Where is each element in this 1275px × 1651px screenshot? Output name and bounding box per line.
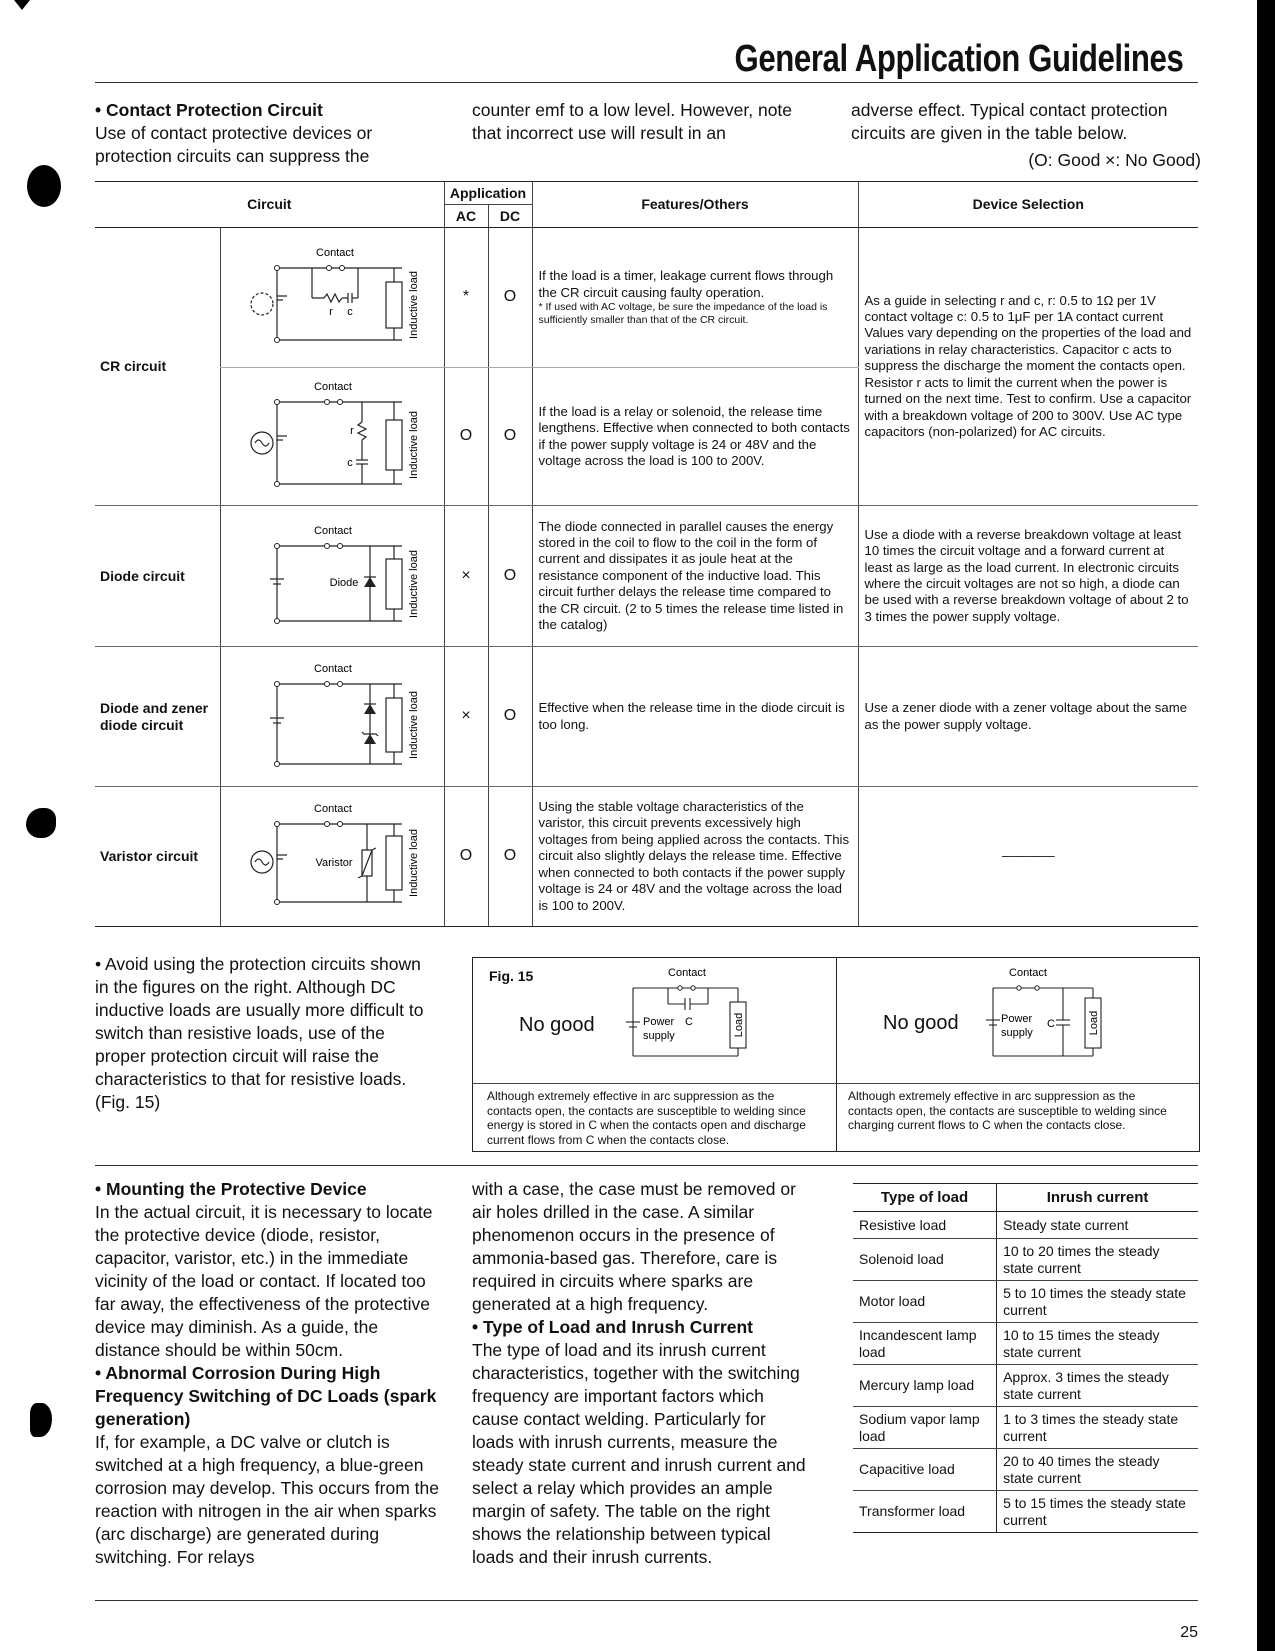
power-label: Power (1001, 1013, 1033, 1025)
r-label: r (329, 306, 333, 319)
circuit-name: Diode and zener diode circuit (95, 647, 220, 787)
selection-cell: Use a zener diode with a zener voltage about the same as the power supply voltage. (858, 647, 1198, 787)
contact-label: Contact (314, 662, 352, 675)
fig-right-diagram (973, 960, 1173, 1080)
circuit-name: Varistor circuit (95, 787, 220, 927)
circuit-diagram-svg (232, 230, 432, 360)
fig-left-caption: Although extremely effective in arc suppression as the contacts open, the contacts are susceptible to welding since energy is stored in C when the contacts open and discharge current flows from C when the contacts close. (487, 1089, 806, 1147)
fig-divider (836, 958, 837, 1151)
c-label: c (347, 306, 353, 319)
intro-col-1: • Contact Protection Circuit Use of contact protective devices or protection circuits can suppress the (95, 99, 440, 168)
table-row (853, 1449, 1198, 1491)
bottom-col-1: • Mounting the Protective Device In the actual circuit, it is necessary to locate the protective device (diode, resistor, capacitor, varistor, etc.) in the immediate vicinity of the load or contact. If located too far away, the effectiveness of the protective device may diminish. As a guide, the distance should be within 50cm. • Abnormal Corrosion During High Frequency Switching of DC Loads (spark generation) If, for example, a DC valve or clutch is switched at a high frequency, a blue-green corrosion may develop. This occurs from the reaction with nitrogen in the air when sparks (arc discharge) are generated during switching. For relays (95, 1179, 439, 1567)
supply-label: supply (643, 1030, 675, 1042)
c-label: C (685, 1016, 693, 1028)
load-type: Sodium vapor lamp load (853, 1407, 997, 1449)
intro-col-2 (472, 99, 812, 145)
contact-label: Contact (314, 802, 352, 815)
contact-label: Contact (314, 380, 352, 393)
fig-right-caption: Although extremely effective in arc suppression as the contacts open, the contacts are susceptible to welding since charging current flows to C when the contacts close. (848, 1089, 1167, 1132)
circuit-diagram-svg (232, 792, 432, 917)
inductive-load-label: Inductive load (408, 410, 420, 479)
table-row (853, 1365, 1198, 1407)
section-rule (95, 1165, 1198, 1166)
corrosion-text: If, for example, a DC valve or clutch is switched at a high frequency, a blue-green corrosion may develop. This occurs from the reaction with nitrogen in the air when sparks (arc discharge) are generated during switching. For relays (95, 1432, 439, 1567)
load-type: Transformer load (853, 1491, 997, 1533)
diode-circuit-diagram (220, 506, 444, 647)
inrush-value: 20 to 40 times the steady state current (997, 1449, 1198, 1491)
scan-page-edge (1257, 0, 1275, 1651)
load-type: Capacitive load (853, 1449, 997, 1491)
avoid-paragraph: • Avoid using the protection circuits shown in the figures on the right. Although DC inductive loads are usually more difficult to switch than resistive loads, use of the proper protection circuit will raise the characteristics to that for resistive loads. (Fig. 15) (95, 954, 424, 1112)
dc-mark: O (488, 787, 532, 927)
binder-hole (26, 808, 56, 838)
r-label: r (350, 424, 354, 437)
varistor-label: Varistor (315, 856, 353, 869)
load-label: Load (733, 1012, 745, 1038)
inrush-value: Approx. 3 times the steady state current (997, 1365, 1198, 1407)
header-selection: Device Selection (858, 182, 1198, 228)
inrush-value: Steady state current (997, 1212, 1198, 1239)
features-cell: Using the stable voltage characteristics of the varistor, this circuit prevents excessively high voltages from being applied across the contacts. This circuit also slightly delays the release time. Effective when connected to both contacts if the power supply voltage is 24 or 48V and the voltage across the load is 100 to 200V. (532, 787, 858, 927)
fig-left-verdict: No good (519, 1014, 595, 1036)
dc-mark: O (488, 506, 532, 647)
footer-rule (95, 1600, 1198, 1601)
scan-corner-mark (14, 0, 30, 10)
fig-15 (472, 957, 1200, 1152)
mounting-heading: Mounting the Protective Device (106, 1179, 367, 1199)
ac-mark: O (444, 368, 488, 506)
page-title: General Application Guidelines (734, 38, 1183, 80)
load-type: Solenoid load (853, 1239, 997, 1281)
c-label: C (1047, 1018, 1055, 1030)
fig-left-diagram (613, 960, 813, 1080)
inrush-value: 10 to 20 times the steady state current (997, 1239, 1198, 1281)
circuit-diagram-svg (232, 652, 432, 777)
power-label: Power (643, 1016, 675, 1028)
table-row (853, 1407, 1198, 1449)
diode-label: Diode (329, 577, 359, 590)
table-row (95, 787, 1198, 927)
table-row (95, 647, 1198, 787)
fig-label: Fig. 15 (489, 968, 534, 984)
selection-cell: ———— (858, 787, 1198, 927)
contact-label: Contact (1009, 967, 1047, 979)
features-cell: Effective when the release time in the diode circuit is too long. (532, 647, 858, 787)
binder-hole (30, 1403, 52, 1437)
features-cell: The diode connected in parallel causes the energy stored in the coil to flow to the coil in the form of current and dissipates it as joule heat at the resistance component of the inductive load. This circuit further delays the release time compared to the CR circuit. (2 to 5 times the release time listed in the catalog) (532, 506, 858, 647)
table-row (95, 228, 1198, 368)
table-row (853, 1323, 1198, 1365)
ac-mark: × (444, 647, 488, 787)
header-circuit: Circuit (95, 182, 444, 228)
inductive-load-label: Inductive load (408, 550, 420, 619)
load-type: Mercury lamp load (853, 1365, 997, 1407)
circuit-name: CR circuit (95, 228, 220, 506)
table-row (95, 506, 1198, 647)
legend: (O: Good ×: No Good) (1028, 150, 1201, 170)
dc-mark: O (488, 228, 532, 368)
header-rule (95, 82, 1198, 83)
varistor-circuit-diagram (220, 787, 444, 927)
intro-heading: Contact Protection Circuit (106, 100, 323, 120)
selection-cell: Use a diode with a reverse breakdown voltage at least 10 times the circuit voltage and a forward current at least as large as the load current. In electronic circuits where the circuit voltages are not so high, a diode can be used with a reverse breakdown voltage of about 2 to 3 times the power supply voltage. (858, 506, 1198, 647)
inrush-value: 10 to 15 times the steady state current (997, 1323, 1198, 1365)
inrush-value: 1 to 3 times the steady state current (997, 1407, 1198, 1449)
intro-text-1: Use of contact protective devices or protection circuits can suppress the (95, 123, 373, 166)
load-type: Motor load (853, 1281, 997, 1323)
mounting-text: In the actual circuit, it is necessary to locate the protective device (diode, resistor, capacitor, varistor, etc.) in the immediate vicinity of the load or contact. If located too far away, the effectiveness of the protective device may diminish. As a guide, the distance should be within 50cm. (95, 1202, 433, 1360)
inductive-load-label: Inductive load (408, 828, 420, 897)
features-note: * If used with AC voltage, be sure the impedance of the load is sufficiently smaller than that of the CR circuit. (538, 300, 828, 326)
inrush-header-type: Type of load (853, 1184, 997, 1212)
table-row (853, 1491, 1198, 1533)
intro-col-3 (851, 99, 1201, 172)
header-application: Application (444, 182, 532, 205)
contact-label: Contact (668, 967, 706, 979)
cr-ac-circuit-diagram (220, 228, 444, 368)
corrosion-continued: with a case, the case must be removed or air holes drilled in the case. A similar phenomenon occurs in the presence of ammonia-based gas. Therefore, care is required in circuits where sparks are generated at a high frequency. (472, 1179, 796, 1314)
intro-text-2: counter emf to a low level. However, note that incorrect use will result in an (472, 100, 793, 143)
protection-circuit-table (95, 181, 1198, 927)
header-ac: AC (444, 205, 488, 228)
corrosion-heading: Abnormal Corrosion During High Frequency Switching of DC Loads (spark generation) (95, 1363, 437, 1429)
circuit-name: Diode circuit (95, 506, 220, 647)
inrush-header-current: Inrush current (997, 1184, 1198, 1212)
inrush-value: 5 to 10 times the steady state current (997, 1281, 1198, 1323)
features-cell (532, 228, 858, 368)
features-text: If the load is a timer, leakage current flows through the CR circuit causing faulty operation. (538, 268, 834, 300)
binder-hole (27, 165, 61, 207)
contact-label: Contact (314, 525, 352, 538)
header-features: Features/Others (532, 182, 858, 228)
inrush-value: 5 to 15 times the steady state current (997, 1491, 1198, 1533)
contact-label: Contact (316, 247, 354, 260)
inductive-load-label: Inductive load (408, 690, 420, 759)
load-label: Load (1088, 1010, 1100, 1036)
inrush-current-table (853, 1183, 1198, 1533)
fig-caption-rule (473, 1083, 1199, 1084)
inrush-text: The type of load and its inrush current characteristics, together with the switching frequency are important factors which cause contact welding. Particularly for loads with inrush currents, measure the steady state current and inrush current and select a relay which provides an ample margin of safety. The table on the right shows the relationship between typical loads and their inrush currents. (472, 1340, 806, 1567)
inrush-heading: Type of Load and Inrush Current (483, 1317, 753, 1337)
page-number: 25 (1180, 1624, 1198, 1641)
header-dc: DC (488, 205, 532, 228)
inductive-load-label: Inductive load (408, 271, 420, 340)
dc-mark: O (488, 368, 532, 506)
ac-mark: × (444, 506, 488, 647)
ac-mark: O (444, 787, 488, 927)
bottom-col-2: with a case, the case must be removed or air holes drilled in the case. A similar phenomenon occurs in the presence of ammonia-based gas. Therefore, care is required in circuits where sparks are generated at a high frequency. • Type of Load and Inrush Current The type of load and its inrush current characteristics, together with the switching frequency are important factors which cause contact welding. Particularly for loads with inrush currents, measure the steady state current and inrush current and select a relay which provides an ample margin of safety. The table on the right shows the relationship between typical loads and their inrush currents. (472, 1178, 812, 1569)
fig-right-verdict: No good (883, 1012, 959, 1034)
ac-mark: * (444, 228, 488, 368)
features-cell: If the load is a relay or solenoid, the release time lengthens. Effective when connected to both contacts if the power supply voltage is 24 or 48V and the voltage across the load is 100 to 200V. (532, 368, 858, 506)
zener-circuit-diagram (220, 647, 444, 787)
load-type: Incandescent lamp load (853, 1323, 997, 1365)
dc-mark: O (488, 647, 532, 787)
table-row (853, 1212, 1198, 1239)
circuit-diagram-svg (232, 372, 432, 497)
supply-label: supply (1001, 1027, 1033, 1039)
circuit-diagram-svg (232, 511, 432, 636)
intro-text-3: adverse effect. Typical contact protection circuits are given in the table below. (851, 100, 1168, 143)
c-label: c (347, 456, 353, 469)
table-row (853, 1281, 1198, 1323)
cr-dc-circuit-diagram (220, 368, 444, 506)
load-type: Resistive load (853, 1212, 997, 1239)
table-row (853, 1239, 1198, 1281)
avoid-text: Avoid using the protection circuits shown in the figures on the right. Although DC inductive loads are usually more difficult to switch than resistive loads, use of the proper protection circuit will raise the characteristics to that for resistive loads. (Fig. 15) (95, 954, 424, 1112)
selection-cell: As a guide in selecting r and c, r: 0.5 to 1Ω per 1V contact voltage c: 0.5 to 1μF per 1A contact current Values vary depending on the properties of the load and variations in relay characteristics. Capacitor c acts to suppress the discharge the moment the contacts open. Resistor r acts to limit the current when the power is turned on the next time. Test to confirm. Use a capacitor with a breakdown voltage of 200 to 300V. Use AC type capacitors (non-polarized) for AC circuits. (858, 228, 1198, 506)
